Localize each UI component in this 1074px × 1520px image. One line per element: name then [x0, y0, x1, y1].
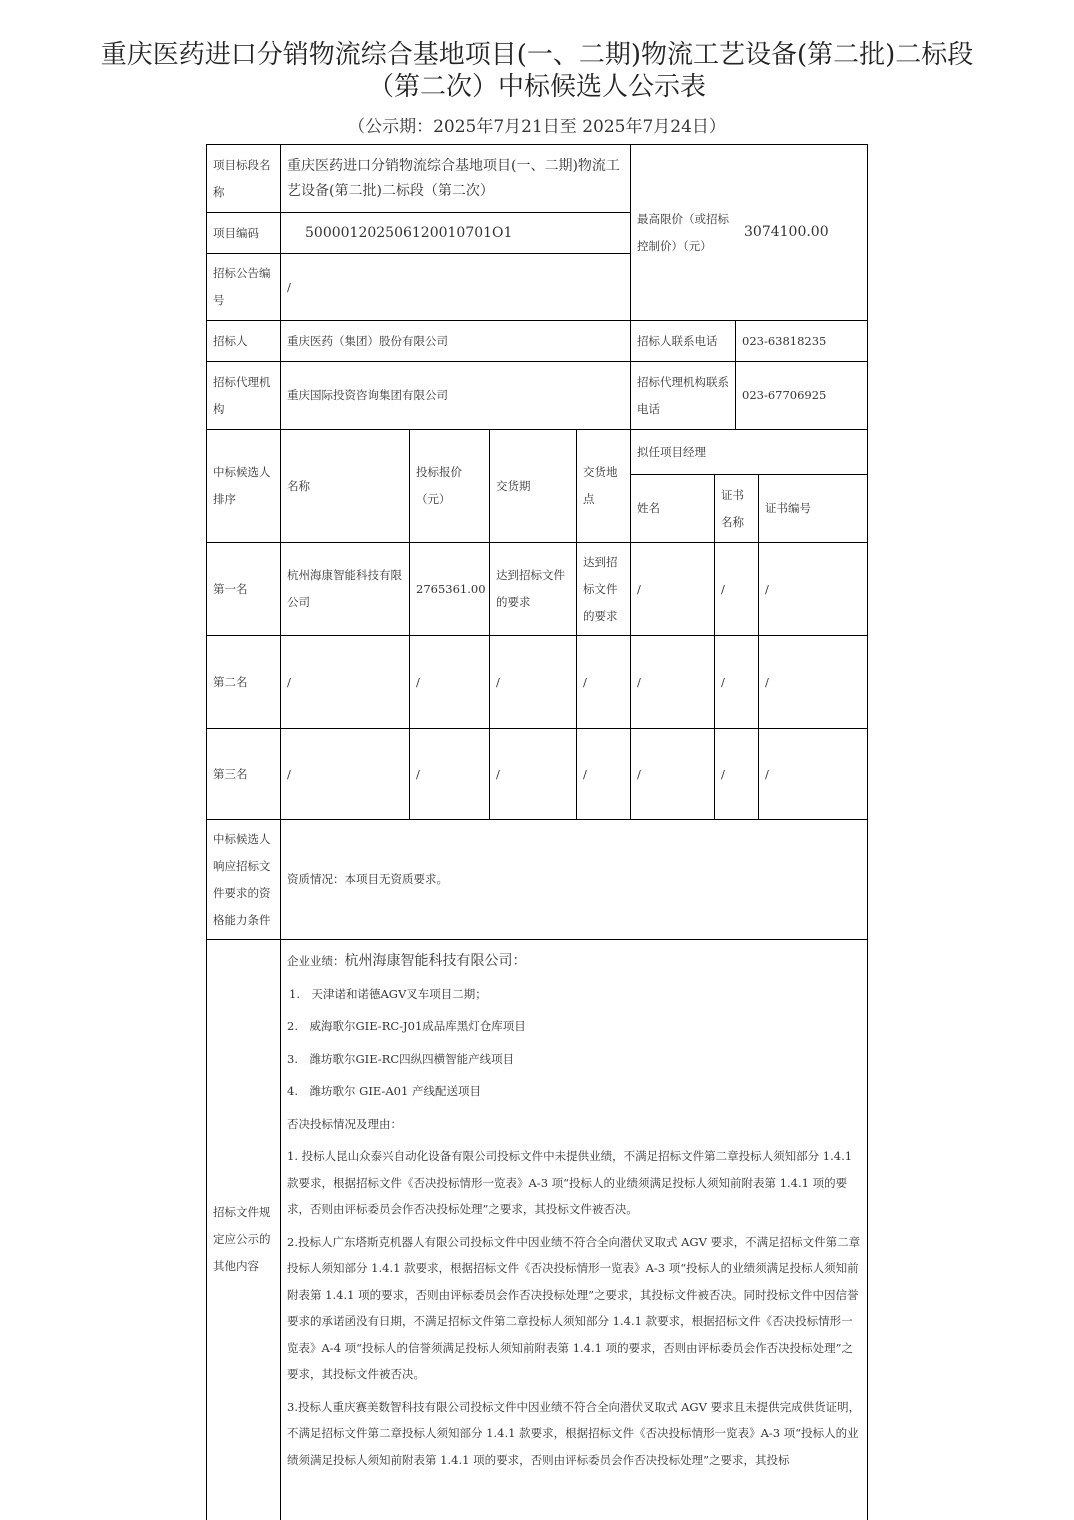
title-line-2: （第二次）中标候选人公示表 [367, 72, 706, 102]
candidate-cert: / [714, 728, 759, 820]
project-name-label: 项目标段名称 [206, 144, 281, 213]
candidate-price: 2765361.00 [409, 542, 490, 636]
perf-item: 3. 潍坊歌尔GIE-RC四纵四横智能产线项目 [287, 1051, 515, 1066]
perf-item: 4. 潍坊歌尔 GIE-A01 产线配送项目 [287, 1084, 481, 1098]
candidate-price: / [409, 728, 490, 820]
tenderer-label: 招标人 [206, 320, 281, 362]
candidate-rank: 第三名 [206, 728, 281, 820]
agency-label: 招标代理机构 [206, 361, 281, 430]
agency-phone-label: 招标代理机构联系电话 [630, 361, 736, 430]
candidate-place: / [576, 728, 631, 820]
project-code-label: 项目编码 [206, 212, 281, 254]
qual-value: 资质情况：本项目无资质要求。 [280, 819, 868, 940]
candidate-certno: / [758, 635, 868, 729]
notice-no: / [280, 253, 631, 321]
max-price-cell: 最高限价（或招标控制价）（元） 3074100.00 [630, 144, 868, 321]
other-label: 招标文件规定应公示的其他内容 [206, 939, 281, 1520]
qual-label: 中标候选人响应招标文件要求的资格能力条件 [206, 819, 281, 940]
candidate-rank: 第二名 [206, 635, 281, 729]
candidate-name: 杭州海康智能科技有限公司 [280, 542, 410, 636]
candidate-rank: 第一名 [206, 542, 281, 636]
perf-item: 2. 威海歌尔GIE-RC-J01成品库黑灯仓库项目 [287, 1019, 526, 1033]
notice-no-label: 招标公告编号 [206, 253, 281, 321]
candidate-place: 达到招标文件的要求 [576, 542, 631, 636]
tenderer-phone-label: 招标人联系电话 [630, 320, 736, 362]
agency: 重庆国际投资咨询集团有限公司 [280, 361, 631, 430]
perf-label: 企业业绩： [287, 954, 345, 968]
candidate-certno: / [758, 728, 868, 820]
header-cert-no: 证书编号 [758, 474, 868, 543]
candidate-cert: / [714, 635, 759, 729]
candidate-name: / [280, 728, 410, 820]
candidate-mname: / [630, 542, 715, 636]
perf-company: 杭州海康智能科技有限公司： [344, 953, 527, 969]
header-price: 投标报价（元） [409, 429, 490, 543]
candidate-delivery: 达到招标文件的要求 [489, 542, 577, 636]
tenderer-phone: 023-63818235 [735, 320, 868, 362]
header-manager: 拟任项目经理 [630, 429, 868, 475]
reject-reason: 2.投标人广东塔斯克机器人有限公司投标文件中因业绩不符合全向潜伏叉取式 AGV 要求，不满足招标文件第二章投标人须知部分 1.4.1 款要求，根据招标文件《否决投标情形一览表》A-3 项“投标人的业绩须满足投标人须知前附表第 1.4.1 项的要求，否则由评标委员会作否决投标处理”之要求，其投标文件被否决。同时投标文件中因信誉要求的承诺函没有日期，不满足招标文件第二章投标人须知部分 1.4.1 款要求，根据招标文件《否决投标情形一览表》A-4 项“投标人的信誉须满足投标人须知前附表第 1.4.1 项的要求，否则由评标委员会作否决投标处理”之要求，其投标文件被否决。 [287, 1234, 861, 1381]
header-rank: 中标候选人排序 [206, 429, 281, 543]
project-name: 重庆医药进口分销物流综合基地项目(一、二期)物流工艺设备(第二批)二标段（第二次） [280, 144, 631, 213]
max-price: 3074100.00 [744, 224, 829, 240]
reject-label: 否决投标情况及理由： [287, 1116, 402, 1131]
publicity-period: （公示期：2025年7月21日至 2025年7月24日） [348, 117, 726, 137]
project-code: 500001202506120010701O1 [280, 212, 631, 254]
header-place: 交货地点 [576, 429, 631, 543]
candidate-mname: / [630, 635, 715, 729]
header-name: 名称 [280, 429, 410, 543]
candidate-delivery: / [489, 635, 577, 729]
candidate-name: / [280, 635, 410, 729]
other-content [281, 940, 867, 1487]
title-line-1: 重庆医药进口分销物流综合基地项目(一、二期)物流工艺设备(第二批)二标段 [100, 40, 974, 70]
header-manager-name: 姓名 [630, 474, 715, 543]
candidate-cert: / [714, 542, 759, 636]
candidate-certno: / [758, 542, 868, 636]
perf-item: 1. 天津诺和诺德AGV叉车项目二期； [289, 986, 487, 1001]
tenderer: 重庆医药（集团）股份有限公司 [280, 320, 631, 362]
header-delivery: 交货期 [489, 429, 577, 543]
candidate-delivery: / [489, 728, 577, 820]
candidate-mname: / [630, 728, 715, 820]
reject-reason: 1. 投标人昆山众泰兴自动化设备有限公司投标文件中未提供业绩，不满足招标文件第二章投标人须知部分 1.4.1 款要求，根据招标文件《否决投标情形一览表》A-3 项“投标人的业绩须满足投标人须知前附表第 1.4.1 项的要求，否则由评标委员会作否决投标处理”之要求，其投标文件被否决。 [287, 1149, 853, 1216]
header-cert: 证书名称 [714, 474, 759, 543]
candidate-place: / [576, 635, 631, 729]
reject-reason: 3.投标人重庆赛美数智科技有限公司投标文件中因业绩不符合全向潜伏叉取式 AGV 要求且未提供完成供货证明，不满足招标文件第二章投标人须知部分 1.4.1 款要求，根据招标文件《否决投标情形一览表》A-3 项“投标人的业绩须满足投标人须知前附表第 1.4.1 项的要求，否则由评标委员会作否决投标处理”之要求，其投标 [287, 1399, 861, 1467]
candidate-price: / [409, 635, 490, 729]
agency-phone: 023-67706925 [735, 361, 868, 430]
